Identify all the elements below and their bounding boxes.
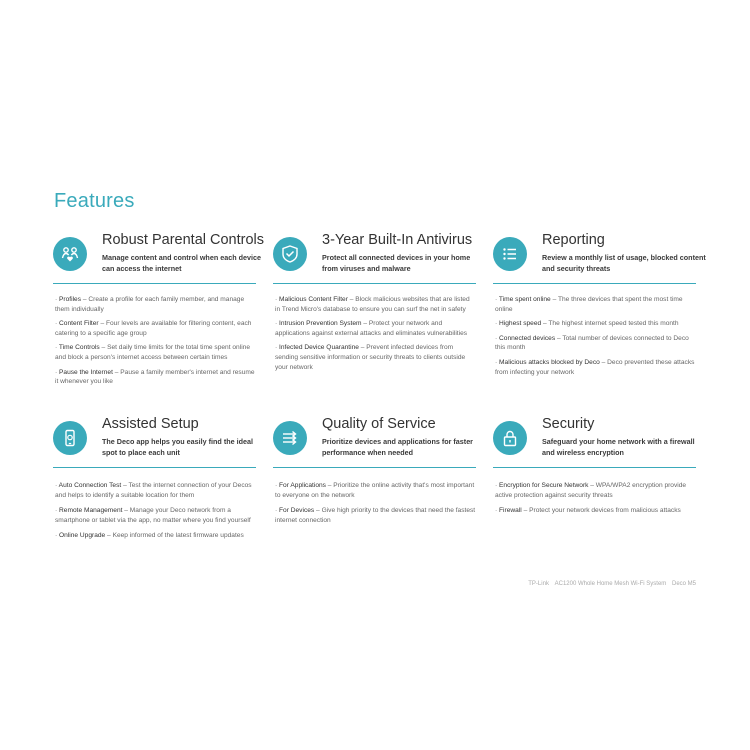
lock-icon: [493, 421, 527, 455]
feature-bullet-list: [273, 295, 476, 377]
report-list-icon: [493, 237, 527, 271]
page-title: Features: [54, 190, 135, 212]
phone-app-icon: [53, 421, 87, 455]
divider: [273, 467, 476, 468]
divider: [53, 283, 256, 284]
feature-description: Prioritize devices and applications for faster performance when needed: [322, 437, 473, 457]
feature-title: Quality of Service: [322, 416, 436, 432]
feature-description: Safeguard your home network with a firewall and wireless encryption: [542, 437, 695, 457]
list-item: · Intrusion Prevention System – Protect your network and applications against external attacks and eliminates vulnerabilities: [275, 320, 468, 337]
divider: [273, 283, 476, 284]
bullet-text: Pause a family member's internet and resume it whenever you like: [55, 368, 255, 386]
footer-brand: TP-Link: [528, 581, 549, 587]
list-item: · Connected devices – Total number of devices connected to Deco this month: [495, 334, 689, 352]
list-item: · For Applications – Prioritize the online activity that's most important to everyone on the network: [275, 482, 475, 499]
feature-header: [53, 416, 263, 468]
bullet-term: Intrusion Prevention System: [279, 320, 362, 328]
bullet-term: Content Filter: [59, 320, 99, 328]
footer-product: AC1200 Whole Home Mesh Wi-Fi System: [554, 581, 667, 587]
bullet-term: Firewall: [499, 507, 522, 515]
bullet-term: Remote Management: [59, 507, 123, 515]
feature-description: Protect all connected devices in your home from viruses and malware: [322, 253, 471, 273]
bullet-term: Malicious Content Filter: [279, 296, 348, 303]
bullet-term: Time Controls: [58, 344, 100, 352]
feature-header: [53, 232, 263, 284]
divider: [493, 283, 696, 284]
list-item: · Infected Device Quarantine – Prevent infected devices from sending sensitive information or security threats to clients outside your network: [275, 344, 466, 371]
feature-title: Robust Parental Controls: [102, 232, 264, 248]
bullet-text: Total number of devices connected to Deco this month: [495, 334, 689, 352]
footer-model: Deco M5: [671, 581, 696, 587]
feature-antivirus: [273, 232, 483, 371]
feature-header: [273, 232, 483, 284]
bullet-text: WPA/WPA2 encryption provide active protection against security threats: [495, 482, 687, 499]
feature-bullet-list: [493, 295, 696, 382]
bullet-text: Prioritize the online activity that's most important to everyone on the network: [275, 482, 475, 499]
feature-title: Assisted Setup: [102, 416, 199, 432]
list-item: · For Devices – Give high priority to the devices that need the fastest internet connection: [275, 507, 476, 524]
bullet-term: For Devices: [279, 507, 315, 515]
feature-parental-controls: [53, 232, 264, 386]
list-item: · Firewall – Protect your network devices from malicious attacks: [495, 507, 681, 515]
list-item: · Malicious Content Filter – Block malicious websites that are listed in Trend Micro's database to ensure you can surf the net in safety: [275, 296, 470, 313]
bullet-text: The three devices that spent the most time online: [495, 296, 683, 313]
feature-quality-of-service: [273, 416, 483, 524]
bullet-term: Encryption for Secure Network: [499, 482, 589, 489]
feature-description: Manage content and control when each device can access the internet: [102, 253, 261, 273]
bullet-text: Prevent infected devices from sending sensitive information or security threats to clients outside your network: [275, 344, 466, 371]
list-item: · Content Filter – Four levels are available for filtering content, each catering to a specific age group: [55, 320, 252, 337]
feature-reporting: [493, 232, 706, 376]
bullet-text: Block malicious websites that are listed in Trend Micro's database to ensure you can surf the net in safety: [275, 296, 470, 313]
feature-assisted-setup: [53, 416, 263, 540]
feature-title: Reporting: [542, 232, 605, 248]
feature-description: The Deco app helps you easily find the ideal spot to place each unit: [102, 437, 253, 457]
feature-description: Review a monthly list of usage, blocked content and security threats: [542, 253, 706, 273]
feature-title: 3-Year Built-In Antivirus: [322, 232, 473, 248]
bullet-text: Keep informed of the latest firmware updates: [112, 532, 244, 540]
bullet-term: For Applications: [279, 482, 326, 489]
bullet-term: Highest speed: [499, 320, 542, 328]
bullet-text: Test the internet connection of your Decos and helps to identify a suitable location for them: [55, 482, 252, 499]
feature-title: Security: [542, 416, 595, 432]
bullet-text: Protect your network devices from malicious attacks: [529, 507, 681, 515]
divider: [493, 467, 696, 468]
feature-bullet-list: [273, 481, 476, 531]
feature-bullet-list: [493, 481, 696, 522]
list-item: · Profiles – Create a profile for each family member, and manage them individually: [55, 296, 245, 313]
page-footer: [524, 581, 696, 587]
list-item: · Auto Connection Test – Test the internet connection of your Decos and helps to identify a suitable location for them: [55, 482, 252, 499]
bullet-term: Connected devices: [499, 334, 556, 342]
list-item: · Pause the Internet – Pause a family member's internet and resume it whenever you like: [55, 368, 255, 386]
shield-icon: [273, 237, 307, 271]
list-item: · Malicious attacks blocked by Deco – Deco prevented these attacks from infecting your network: [495, 358, 695, 376]
feature-bullet-list: [53, 481, 256, 547]
bullet-text: The highest internet speed tested this month: [548, 320, 679, 328]
bullet-term: Pause the Internet: [59, 368, 113, 376]
list-item: · Online Upgrade – Keep informed of the latest firmware updates: [55, 532, 244, 540]
feature-header: [493, 416, 703, 468]
bullet-text: Four levels are available for filtering content, each catering to a specific age group: [55, 320, 252, 337]
list-item: · Remote Management – Manage your Deco network from a smartphone or tablet via the app, no matter where you find yourself: [55, 507, 251, 524]
bullet-text: Protect your network and applications against external attacks and eliminates vulnerabilities: [275, 320, 468, 337]
bullet-text: Deco prevented these attacks from infecting your network: [495, 358, 695, 376]
bullet-term: Auto Connection Test: [58, 482, 122, 489]
list-item: · Time spent online – The three devices that spent the most time online: [495, 296, 683, 313]
divider: [53, 467, 256, 468]
bullet-term: Online Upgrade: [59, 532, 106, 540]
bullet-term: Malicious attacks blocked by Deco: [499, 358, 600, 366]
bullet-text: Create a profile for each family member, and manage them individually: [55, 296, 245, 313]
bullet-text: Set daily time limits for the total time spent online and block a person's internet access between certain times: [55, 344, 250, 361]
feature-bullet-list: [53, 295, 256, 392]
bullet-term: Time spent online: [498, 296, 551, 303]
qos-arrows-icon: [273, 421, 307, 455]
bullet-term: Infected Device Quarantine: [279, 344, 359, 352]
list-item: · Time Controls – Set daily time limits for the total time spent online and block a person's internet access between certain times: [55, 344, 250, 361]
bullet-text: Give high priority to the devices that need the fastest internet connection: [275, 507, 476, 524]
feature-header: [273, 416, 483, 468]
list-item: · Encryption for Secure Network – WPA/WPA2 encryption provide active protection against security threats: [495, 482, 687, 499]
family-icon: [53, 237, 87, 271]
feature-header: [493, 232, 706, 284]
bullet-text: Manage your Deco network from a smartphone or tablet via the app, no matter where you find yourself: [55, 507, 251, 524]
list-item: · Highest speed – The highest internet speed tested this month: [495, 320, 679, 328]
bullet-term: Profiles: [59, 296, 82, 303]
feature-security: [493, 416, 703, 515]
